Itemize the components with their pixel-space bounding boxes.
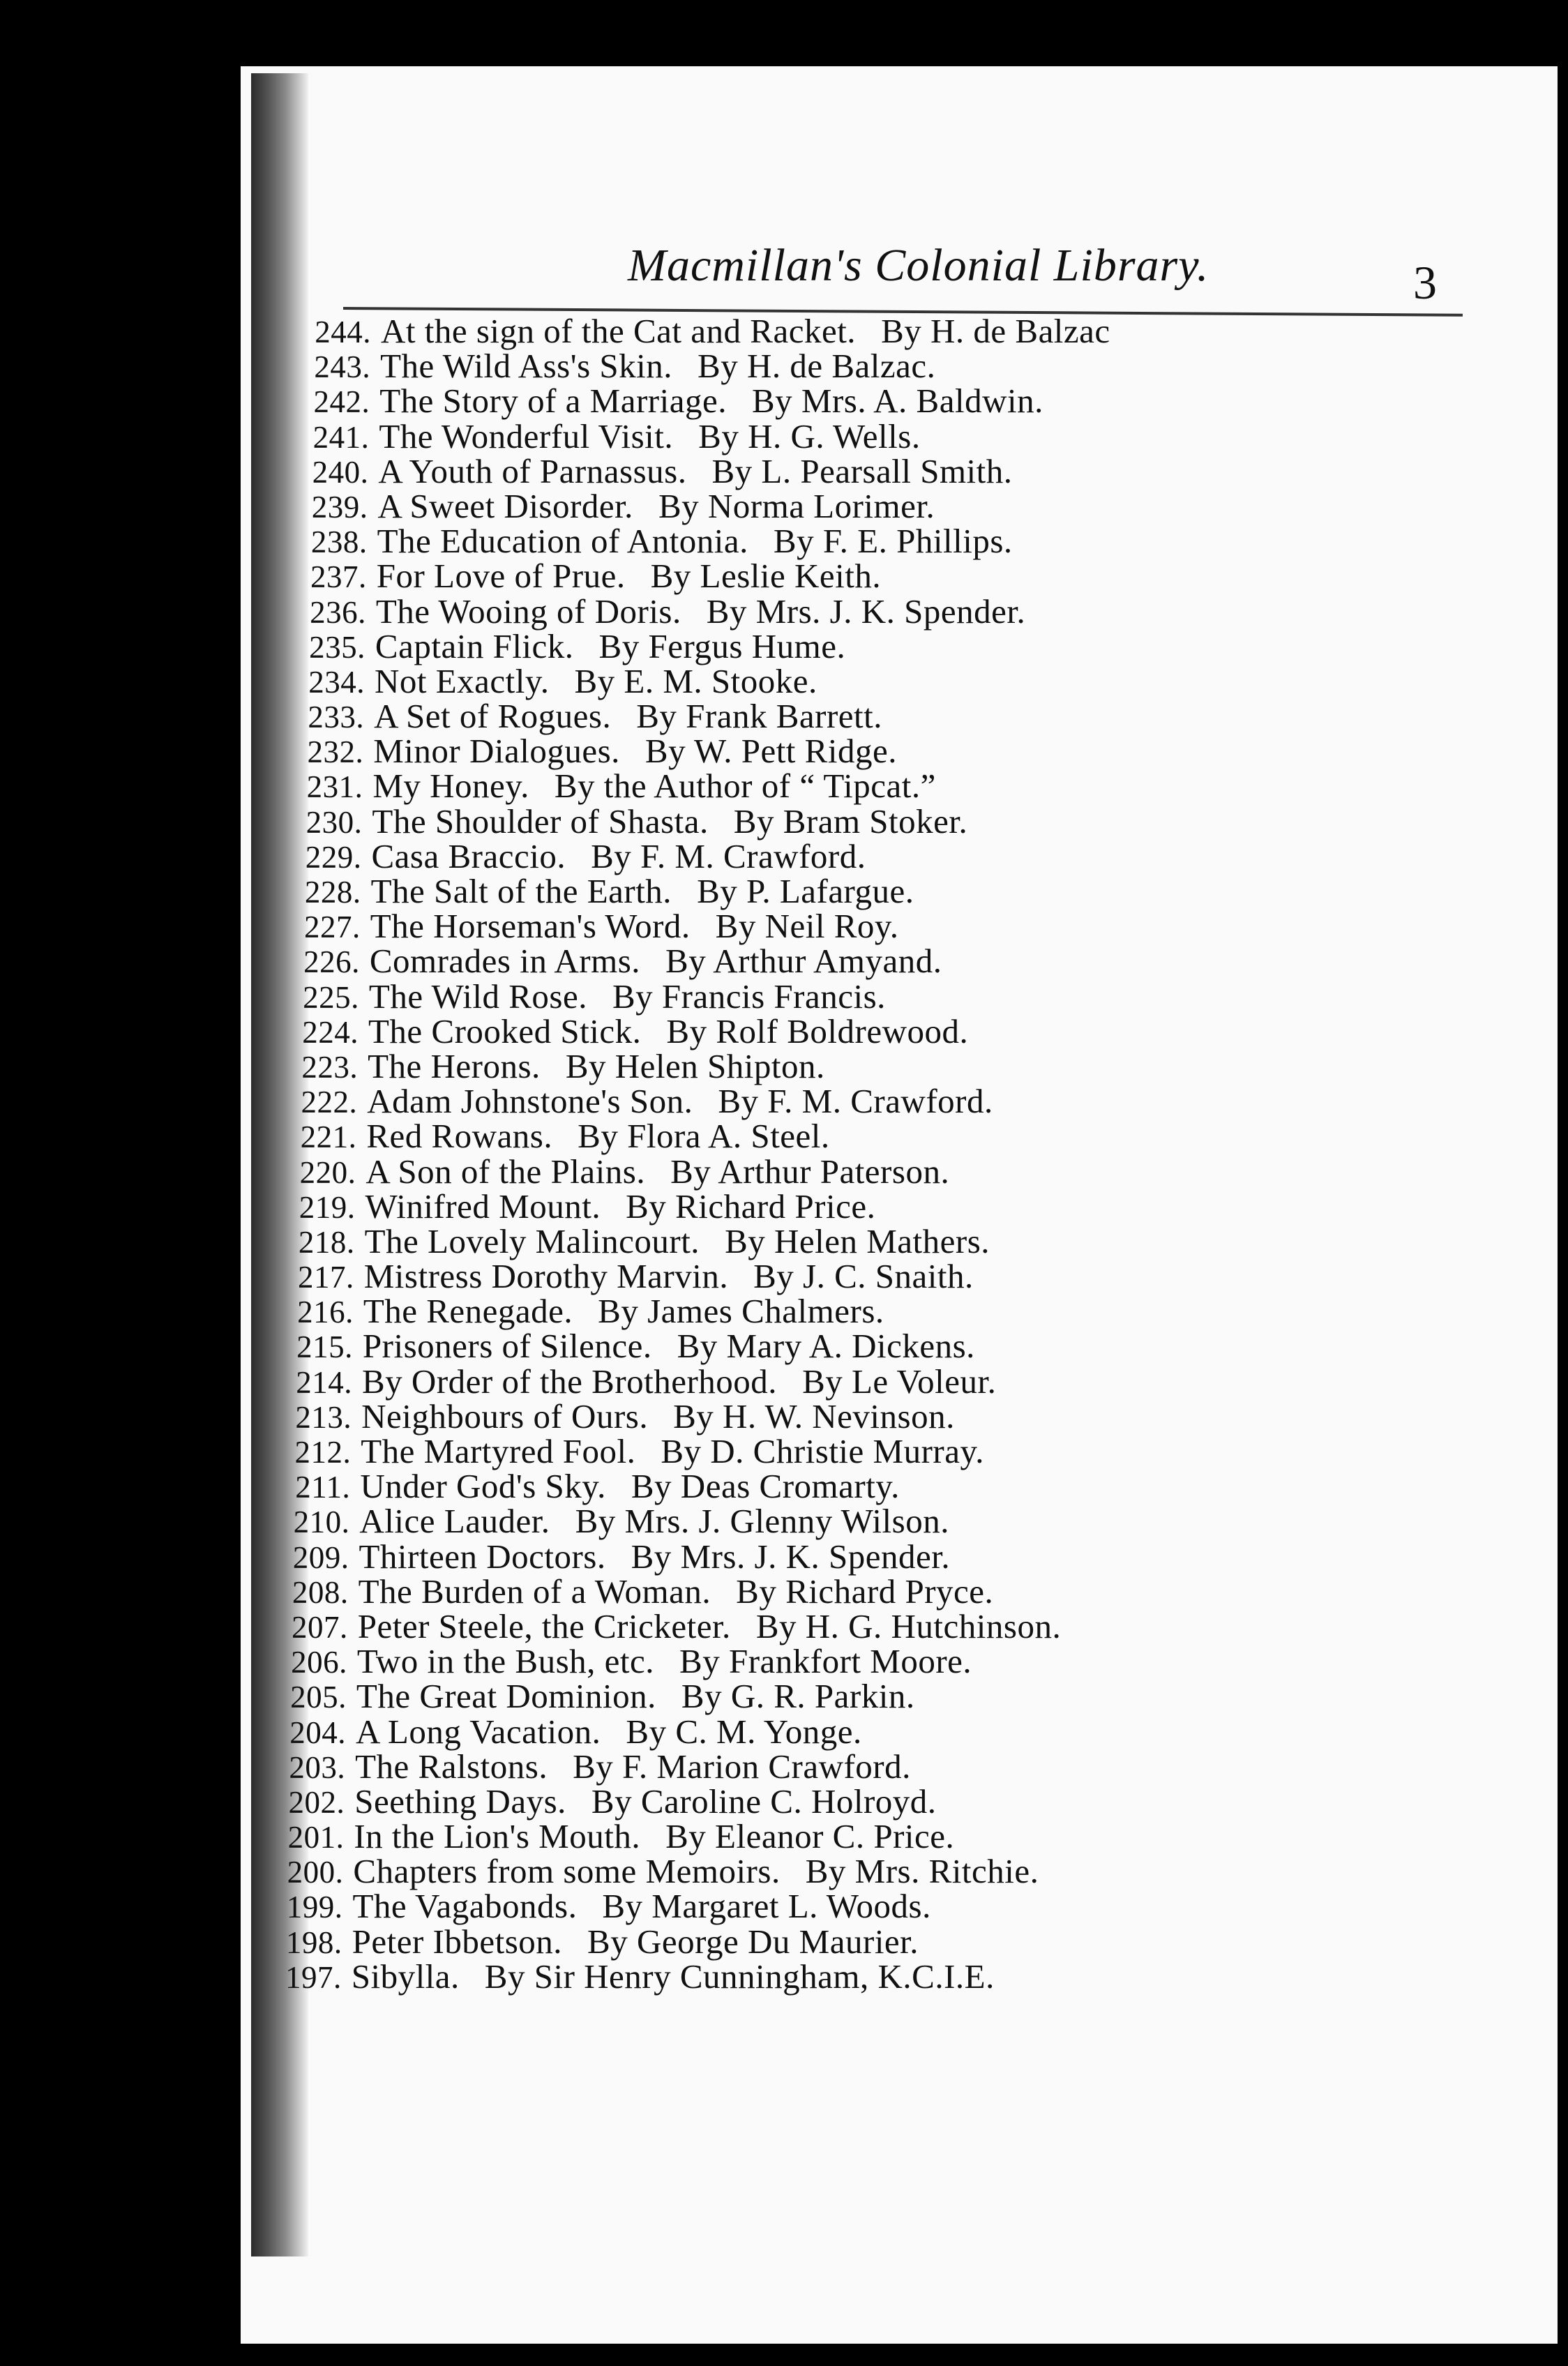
entry-author: By Eleanor C. Price.: [665, 1817, 955, 1856]
list-item: [275, 874, 1512, 909]
entry-number: 223.: [301, 1049, 359, 1085]
entry-number: 244.: [315, 315, 371, 349]
entry-author: By P. Lafargue.: [697, 872, 914, 910]
entry-number: 239.: [311, 489, 368, 525]
entry-number: 243.: [314, 349, 371, 385]
list-item: [259, 1712, 1512, 1751]
entry-author: By Mrs. J. K. Spender.: [631, 1537, 951, 1576]
list-item: [263, 1539, 1513, 1574]
entry-title: Casa Braccio.: [371, 836, 566, 875]
entry-number: 199.: [286, 1890, 343, 1925]
list-item: [278, 699, 1512, 734]
entry-title: The Education of Antonia.: [377, 522, 748, 561]
entry-title: A Set of Rogues.: [374, 697, 612, 736]
entry-title: The Vagabonds.: [352, 1887, 578, 1926]
list-item: [283, 384, 1512, 419]
list-item: [273, 979, 1512, 1014]
entry-author: By Arthur Amyand.: [665, 942, 942, 981]
page-number: 3: [1413, 256, 1437, 309]
list-item: [278, 661, 1512, 700]
entry-author: By Le Voleur.: [802, 1362, 997, 1401]
list-item: [270, 1119, 1512, 1154]
entry-number: 208.: [292, 1574, 349, 1610]
list-item: [285, 314, 1512, 349]
entry-title: Under God's Sky.: [360, 1467, 606, 1506]
entry-author: By Margaret L. Woods.: [602, 1887, 931, 1926]
entry-number: 236.: [310, 594, 366, 630]
entry-number: 202.: [288, 1784, 345, 1820]
entry-number: 238.: [310, 525, 368, 560]
entry-author: By E. M. Stooke.: [574, 661, 817, 700]
list-item: [269, 1154, 1512, 1189]
list-item: [281, 524, 1512, 559]
entry-author: By Helen Shipton.: [565, 1046, 825, 1085]
entry-title: A Sweet Disorder.: [377, 486, 633, 525]
list-item: [256, 1924, 1512, 1959]
entry-author: By Flora A. Steel.: [578, 1117, 830, 1156]
entry-number: 233.: [308, 700, 365, 735]
entry-author: By F. E. Phillips.: [773, 522, 1013, 561]
entry-title: Seething Days.: [354, 1781, 566, 1821]
entry-title: The Horseman's Word.: [370, 907, 691, 946]
entry-author: By H. G. Wells.: [698, 416, 921, 455]
entry-number: 240.: [312, 454, 369, 490]
list-item: [267, 1294, 1512, 1329]
entry-number: 200.: [287, 1855, 344, 1890]
entry-title: The Shoulder of Shasta.: [372, 801, 709, 841]
list-item: [265, 1396, 1512, 1436]
list-item: [269, 1221, 1512, 1260]
entry-title: The Lovely Malincourt.: [364, 1221, 700, 1260]
entry-title: Chapters from some Memoirs.: [353, 1852, 781, 1891]
entry-author: By Arthur Paterson.: [670, 1152, 950, 1191]
entry-title: The Story of a Marriage.: [379, 382, 727, 421]
entry-number: 204.: [289, 1715, 346, 1750]
entry-author: By Mrs. A. Baldwin.: [751, 382, 1043, 421]
entry-author: By G. R. Parkin.: [681, 1677, 915, 1716]
entry-author: By Mrs. Ritchie.: [805, 1852, 1039, 1891]
entry-number: 206.: [291, 1645, 347, 1680]
entry-number: 235.: [309, 629, 365, 665]
entry-title: Neighbours of Ours.: [361, 1396, 649, 1436]
list-item: [261, 1644, 1512, 1679]
entry-title: Adam Johnstone's Son.: [367, 1082, 693, 1121]
list-item: [279, 626, 1512, 665]
entry-author: By Fergus Hume.: [598, 626, 846, 665]
entry-number: 241.: [312, 419, 370, 455]
list-item: [266, 1364, 1512, 1399]
entry-number: 213.: [295, 1399, 352, 1435]
entry-title: The Renegade.: [363, 1292, 573, 1331]
list-item: [280, 559, 1512, 594]
entry-author: By H. G. Hutchinson.: [755, 1606, 1062, 1645]
entry-author: By Caroline C. Holroyd.: [591, 1781, 937, 1821]
entry-number: 220.: [299, 1154, 356, 1190]
entry-author: By James Chalmers.: [598, 1292, 884, 1331]
entry-title: The Martyred Fool.: [361, 1432, 636, 1470]
entry-author: By Helen Mathers.: [725, 1221, 990, 1260]
entry-title: The Wooing of Doris.: [375, 592, 681, 631]
entry-author: By Bram Stoker.: [733, 801, 968, 841]
entry-author: By D. Christie Murray.: [661, 1432, 985, 1470]
entry-number: 198.: [285, 1924, 342, 1960]
book-list: [285, 314, 1512, 1994]
list-item: [258, 1781, 1512, 1821]
list-item: [269, 1186, 1513, 1226]
entry-title: A Son of the Plains.: [365, 1152, 646, 1191]
entry-title: The Wild Ass's Skin.: [380, 347, 673, 386]
entry-title: The Wild Rose.: [368, 977, 587, 1016]
entry-title: Sibylla.: [351, 1957, 460, 1996]
entry-author: By Leslie Keith.: [650, 557, 882, 596]
entry-author: By Frankfort Moore.: [679, 1642, 972, 1681]
entry-title: Red Rowans.: [366, 1117, 553, 1156]
list-item: [257, 1854, 1512, 1889]
list-item: [277, 734, 1512, 769]
entry-number: 218.: [298, 1224, 355, 1260]
entry-title: Captain Flick.: [375, 626, 574, 665]
entry-number: 226.: [303, 944, 360, 980]
entry-number: 207.: [291, 1609, 348, 1645]
list-item: [268, 1259, 1512, 1294]
entry-number: 217.: [297, 1260, 354, 1295]
entry-title: Thirteen Doctors.: [359, 1537, 606, 1576]
list-item: [257, 1889, 1513, 1924]
entry-title: The Crooked Stick.: [368, 1011, 642, 1050]
entry-author: By Mrs. J. K. Spender.: [706, 592, 1026, 631]
entry-number: 228.: [304, 875, 361, 910]
list-item: [263, 1504, 1512, 1539]
entry-author: By H. de Balzac: [881, 312, 1110, 350]
entry-number: 230.: [306, 804, 363, 840]
list-item: [260, 1679, 1512, 1714]
running-title: Macmillan's Colonial Library.: [628, 240, 1209, 291]
entry-author: By Richard Price.: [626, 1186, 876, 1226]
entry-number: 211.: [295, 1470, 351, 1505]
entry-title: Comrades in Arms.: [369, 942, 641, 981]
entry-number: 201.: [287, 1820, 345, 1855]
entry-title: Winifred Mount.: [365, 1186, 601, 1226]
list-item: [280, 594, 1512, 629]
list-item: [255, 1959, 1512, 1994]
entry-number: 225.: [303, 979, 359, 1015]
list-item: [284, 349, 1512, 384]
list-item: [264, 1469, 1512, 1504]
entry-title: The Salt of the Earth.: [370, 872, 672, 910]
entry-number: 229.: [305, 839, 362, 875]
list-item: [266, 1329, 1512, 1364]
entry-title: In the Lion's Mouth.: [354, 1817, 641, 1856]
entry-title: A Youth of Parnassus.: [378, 451, 687, 490]
entry-number: 224.: [302, 1014, 359, 1050]
entry-author: By J. C. Snaith.: [753, 1257, 974, 1296]
entry-title: The Great Dominion.: [356, 1677, 656, 1716]
entry-author: By George Du Maurier.: [587, 1922, 919, 1961]
entry-title: Minor Dialogues.: [373, 732, 620, 771]
entry-title: Not Exactly.: [375, 661, 550, 700]
entry-author: By Sir Henry Cunningham, K.C.I.E.: [484, 1957, 995, 1996]
list-item: [271, 1046, 1512, 1085]
entry-number: 210.: [293, 1505, 350, 1540]
list-item: [276, 769, 1512, 804]
entry-number: 214.: [296, 1364, 352, 1400]
entry-author: By C. M. Yonge.: [626, 1712, 862, 1751]
entry-author: By F. M. Crawford.: [718, 1082, 993, 1121]
entry-author: By Mrs. J. Glenny Wilson.: [575, 1502, 949, 1541]
entry-author: By the Author of “ Tipcat.”: [554, 767, 936, 806]
entry-title: For Love of Prue.: [376, 557, 626, 596]
list-item: [262, 1574, 1512, 1609]
entry-author: By W. Pett Ridge.: [644, 732, 897, 771]
entry-author: By F. Marion Crawford.: [573, 1747, 911, 1786]
entry-number: 234.: [308, 664, 365, 700]
entry-number: 205.: [290, 1680, 347, 1715]
entry-number: 227.: [303, 910, 361, 945]
list-item: [274, 909, 1512, 944]
list-item: [276, 801, 1512, 841]
list-item: [276, 836, 1513, 875]
entry-number: 232.: [307, 734, 364, 770]
entry-number: 219.: [299, 1189, 356, 1225]
entry-title: The Burden of a Woman.: [358, 1572, 711, 1611]
entry-author: By Francis Francis.: [612, 977, 886, 1016]
list-item: [262, 1606, 1512, 1645]
entry-title: By Order of the Brotherhood.: [362, 1362, 778, 1401]
entry-number: 222.: [301, 1085, 358, 1120]
entry-number: 215.: [296, 1329, 353, 1365]
list-item: [282, 416, 1512, 455]
entry-title: Peter Steele, the Cricketer.: [357, 1606, 731, 1645]
entry-title: The Wonderful Visit.: [379, 416, 674, 455]
list-item: [282, 486, 1513, 525]
entry-author: By Richard Pryce.: [736, 1572, 994, 1611]
list-item: [259, 1749, 1512, 1784]
entry-author: By Neil Roy.: [715, 907, 899, 946]
entry-title: Prisoners of Silence.: [362, 1327, 652, 1366]
entry-author: By Frank Barrett.: [636, 697, 883, 736]
entry-title: Mistress Dorothy Marvin.: [363, 1257, 729, 1296]
entry-title: A Long Vacation.: [356, 1712, 601, 1751]
entry-author: By H. de Balzac.: [698, 347, 936, 386]
entry-author: By Norma Lorimer.: [658, 486, 935, 525]
entry-number: 231.: [306, 769, 363, 805]
entry-title: My Honey.: [372, 767, 529, 806]
list-item: [264, 1434, 1512, 1469]
entry-number: 197.: [285, 1959, 342, 1995]
list-item: [271, 1084, 1512, 1119]
entry-number: 209.: [292, 1539, 349, 1575]
entry-number: 216.: [297, 1295, 354, 1330]
entry-title: Two in the Bush, etc.: [356, 1642, 655, 1681]
list-item: [272, 1011, 1512, 1050]
entry-author: By F. M. Crawford.: [591, 836, 866, 875]
entry-author: By Deas Cromarty.: [631, 1467, 900, 1506]
list-item: [282, 451, 1512, 490]
entry-number: 221.: [300, 1120, 357, 1155]
entry-title: The Herons.: [368, 1046, 541, 1085]
entry-number: 242.: [313, 384, 370, 420]
entry-author: By Mary A. Dickens.: [677, 1327, 975, 1366]
list-item: [273, 944, 1512, 979]
entry-number: 212.: [294, 1435, 352, 1470]
entry-title: At the sign of the Cat and Racket.: [381, 312, 857, 350]
entry-author: By H. W. Nevinson.: [673, 1396, 955, 1436]
entry-title: Peter Ibbetson.: [352, 1922, 563, 1961]
entry-author: By L. Pearsall Smith.: [711, 451, 1013, 490]
entry-title: The Ralstons.: [355, 1747, 548, 1786]
entry-number: 237.: [310, 559, 367, 595]
entry-title: Alice Lauder.: [359, 1502, 550, 1541]
list-item: [257, 1819, 1512, 1854]
entry-number: 203.: [289, 1749, 346, 1785]
entry-author: By Rolf Boldrewood.: [666, 1011, 969, 1050]
